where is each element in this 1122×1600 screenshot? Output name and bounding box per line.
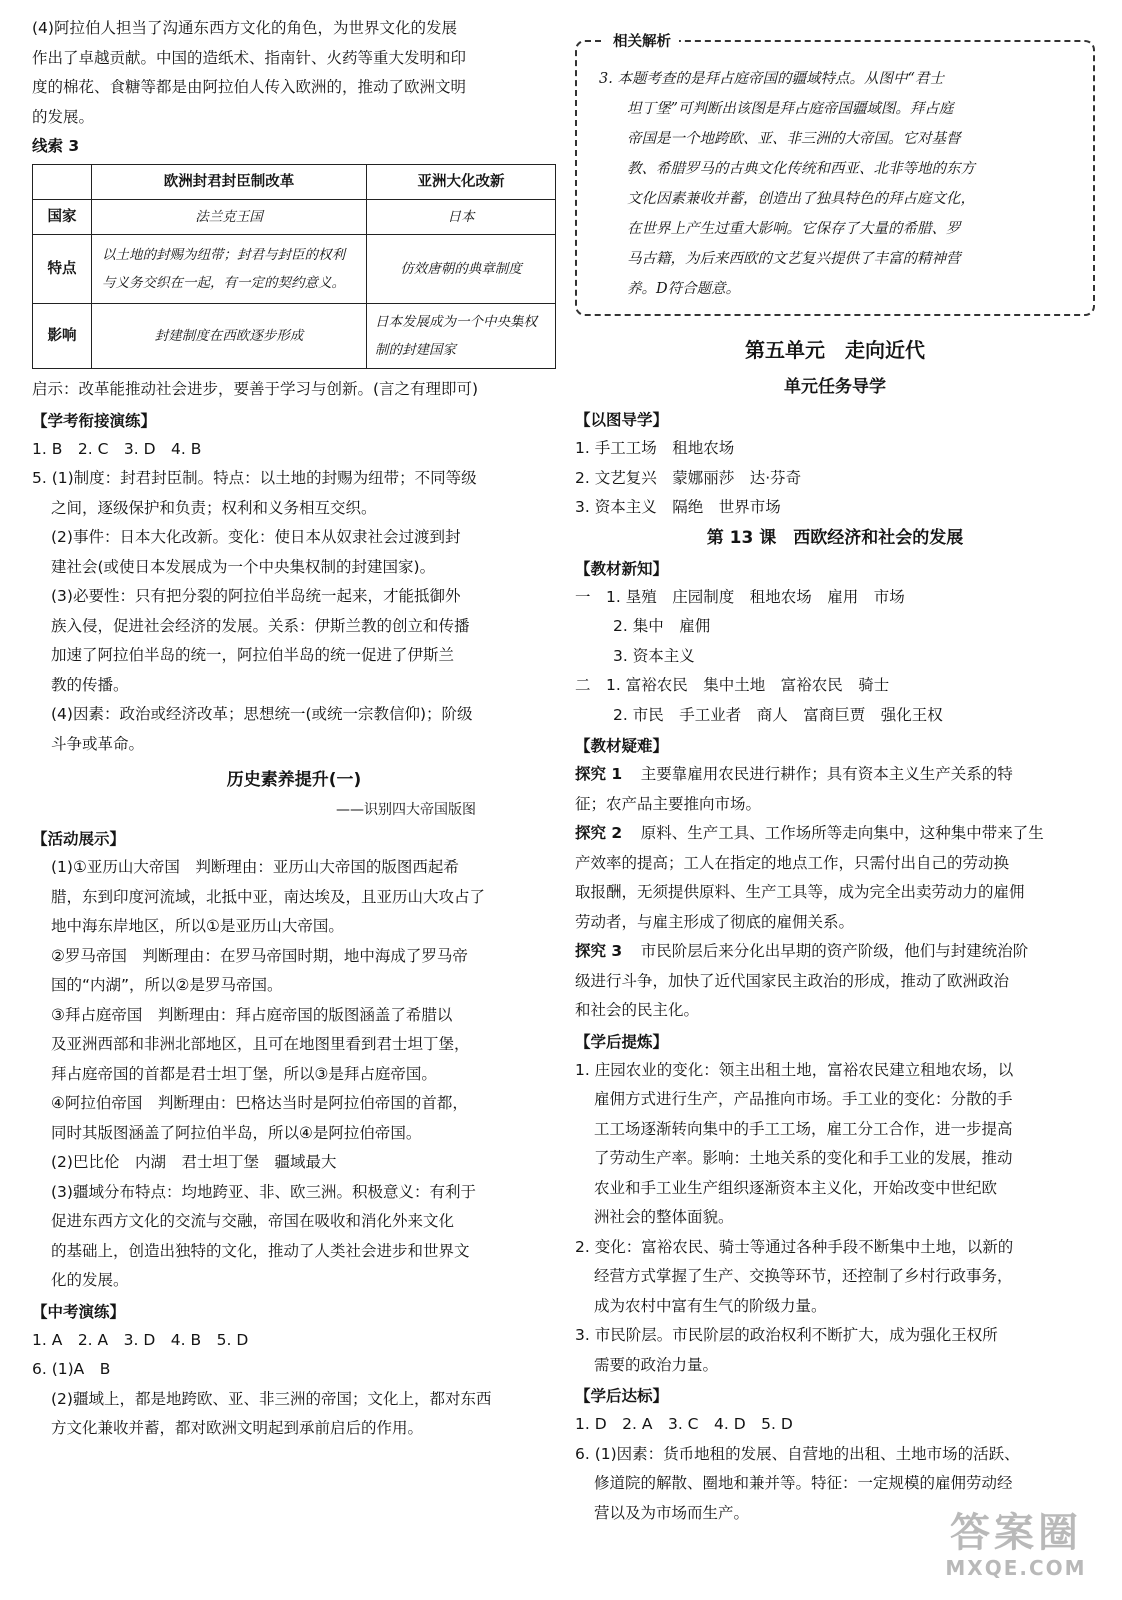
- answer-line: 2. 集中 雇佣: [613, 617, 711, 635]
- text-line: 成为农村中富有生气的阶级力量。: [594, 1296, 827, 1315]
- text-line: ④阿拉伯帝国 判断理由：巴格达当时是阿拉伯帝国的首都，: [51, 1094, 468, 1112]
- text-line: 地中海东岸地区，所以①是亚历山大帝国。: [51, 917, 344, 935]
- table-corner: [33, 165, 92, 200]
- text-line: ③拜占庭帝国 判断理由：拜占庭帝国的版图涵盖了希腊以: [51, 1005, 453, 1024]
- table-row: [33, 235, 556, 304]
- text-line: 和社会的民主化。: [575, 1001, 700, 1019]
- table-cell: 以土地的封赐为纽带；封君与封臣的权利与义务交织在一起，有一定的契约意义。: [92, 235, 367, 304]
- text-line: 取报酬，无须提供原料、生产工具等，成为完全出卖劳动力的雇佣: [575, 883, 1025, 901]
- section-header: 【以图导学】: [575, 411, 669, 429]
- text-line: 6. (1)A B: [32, 1360, 111, 1378]
- text-line: 文化因素兼收并蓄，创造出了独具特色的拜占庭文化，: [627, 191, 975, 207]
- text-line: 作出了卓越贡献。中国的造纸术、指南针、火药等重大发明和印: [32, 48, 467, 67]
- text-line: 雇佣方式进行生产，产品推向市场。手工业的变化：分散的手: [594, 1090, 1013, 1108]
- analysis-box: [575, 34, 1095, 316]
- inquiry-label: 探究 1: [575, 765, 623, 783]
- section-header: 【学后提炼】: [575, 1032, 669, 1051]
- text-line: 族入侵，促进社会经济的发展。关系：伊斯兰教的创立和传播: [51, 616, 470, 635]
- text-line: 的基础上，创造出独特的文化，推动了人类社会进步和世界文: [51, 1241, 470, 1260]
- text-line: ②罗马帝国 判断理由：在罗马帝国时期，地中海成了罗马帝: [51, 946, 468, 965]
- text-line: 征；农产品主要推向市场。: [575, 794, 762, 813]
- table-cell: 封建制度在西欧逐步形成: [92, 304, 367, 369]
- text-line: 加速了阿拉伯半岛的统一，阿拉伯半岛的统一促进了伊斯兰: [51, 646, 455, 664]
- watermark-url: MXQE.COM: [945, 1556, 1087, 1580]
- inquiry-label: 探究 2: [575, 824, 623, 842]
- text-line: 需要的政治力量。: [594, 1355, 719, 1374]
- unit-title: 第五单元 走向近代: [745, 338, 925, 362]
- text-line: 的发展。: [32, 107, 95, 126]
- text-line: 方文化兼收并蓄，都对欧洲文明起到承前启后的作用。: [51, 1419, 424, 1437]
- text-line: (2)事件：日本大化改新。变化：使日本从奴隶社会过渡到封: [51, 528, 461, 546]
- clue3-label: 线索 3: [32, 137, 80, 155]
- text-line: 腊，东到印度河流域，北抵中亚，南达埃及，且亚历山大攻占了: [51, 887, 486, 906]
- answer-line: 二 1. 富裕农民 集中土地 富裕农民 骑士: [575, 676, 890, 694]
- answer-line: 1. B 2. C 3. D 4. B: [32, 439, 202, 458]
- table-cell: 日本发展成为一个中央集权制的封建国家: [367, 304, 556, 369]
- text-line: (4)因素：政治或经济改革；思想统一(或统一宗教信仰)；阶级: [51, 705, 473, 723]
- section-header: 【中考演练】: [32, 1302, 126, 1321]
- text-line: 化的发展。: [51, 1271, 129, 1289]
- answer-line: 一 1. 垦殖 庄园制度 租地农场 雇用 市场: [575, 587, 905, 606]
- table-cell: 仿效唐朝的典章制度: [367, 235, 556, 304]
- text-line: 教的传播。: [51, 675, 129, 694]
- text-line: (1)①亚历山大帝国 判断理由：亚历山大帝国的版图西起希: [51, 858, 459, 876]
- text-line: 帝国是一个地跨欧、亚、非三洲的大帝国。它对基督: [627, 131, 961, 147]
- section-header: 【教材疑难】: [575, 737, 669, 755]
- table-header-row: [33, 165, 556, 200]
- text-line: 在世界上产生过重大影响。它保存了大量的希腊、罗: [627, 221, 961, 237]
- text-line: 营以及为市场而生产。: [594, 1503, 750, 1522]
- text-line: 之间，逐级保护和负责；权利和义务相互交织。: [51, 498, 377, 517]
- inquiry-text: 主要靠雇用农民进行耕作；具有资本主义生产关系的特: [640, 765, 1013, 783]
- answer-line: 2. 文艺复兴 蒙娜丽莎 达·芬奇: [575, 468, 802, 487]
- hint-line: 启示：改革能推动社会进步，要善于学习与创新。(言之有理即可): [32, 380, 479, 398]
- answer-line: 3. 资本主义: [613, 646, 695, 665]
- text-line: 坦丁堡”可判断出该图是拜占庭帝国疆域图。拜占庭: [627, 101, 954, 117]
- text-line: 教、希腊罗马的古典文化传统和西亚、北非等地的东方: [627, 161, 975, 177]
- text-line: 级进行斗争，加快了近代国家民主政治的形成，推动了欧洲政治: [575, 971, 1010, 990]
- text-line: 2. 变化：富裕农民、骑士等通过各种手段不断集中土地，以新的: [575, 1237, 1014, 1256]
- text-line: 斗争或革命。: [51, 734, 145, 753]
- table-cell: 法兰克王国: [92, 200, 367, 235]
- text-line: 国的“内湖”，所以②是罗马帝国。: [51, 976, 283, 994]
- text-line: [575, 937, 1095, 967]
- text-line: 及亚洲西部和非洲北部地区，且可在地图里看到君士坦丁堡，: [51, 1035, 470, 1053]
- text-line: 工工场逐渐转向集中的手工工场，雇工分工合作，进一步提高: [594, 1119, 1013, 1138]
- table-row: [33, 304, 556, 369]
- text-line: (3)必要性：只有把分裂的阿拉伯半岛统一起来，才能抵御外: [51, 587, 461, 605]
- lesson-title: 第 13 课 西欧经济和社会的发展: [706, 527, 964, 548]
- text-line: 劳动者，与雇主形成了彻底的雇佣关系。: [575, 912, 855, 931]
- text-line: 经营方式掌握了生产、交换等环节，还控制了乡村行政事务，: [594, 1267, 1013, 1285]
- text-line: 了劳动生产率。影响：土地关系的变化和手工业的发展，推动: [594, 1149, 1013, 1167]
- text-line: 修道院的解散、圈地和兼并等。特征：一定规模的雇佣劳动经: [594, 1474, 1013, 1492]
- answer-line: 1. A 2. A 3. D 4. B 5. D: [32, 1330, 249, 1349]
- answer-line: 3. 资本主义 隔绝 世界市场: [575, 498, 781, 516]
- table-row: [33, 200, 556, 235]
- text-line: 促进东西方文化的交流与交融，帝国在吸收和消化外来文化: [51, 1212, 455, 1230]
- right-column: [575, 34, 1095, 1528]
- watermark-text: 答案圈: [950, 1510, 1082, 1556]
- text-line: [575, 819, 1095, 849]
- comparison-table: [32, 164, 556, 369]
- section-header: 【学后达标】: [575, 1387, 669, 1405]
- inquiry-text: 原料、生产工具、工作场所等走向集中，这种集中带来了生: [640, 824, 1044, 842]
- text-line: 马古籍，为后来西欧的文艺复兴提供了丰富的精神营: [627, 251, 961, 267]
- text-line: (3)疆域分布特点：均地跨亚、非、欧三洲。积极意义：有利于: [51, 1182, 476, 1201]
- text-line: 建社会(或使日本发展成为一个中央集权制的封建国家)。: [51, 557, 436, 576]
- table-row-label: 特点: [33, 235, 92, 304]
- text-line: 6. (1)因素：货币地租的发展、自营地的出租、土地市场的活跃、: [575, 1444, 1020, 1463]
- table-col-header: 亚洲大化改新: [367, 165, 556, 200]
- text-line: 产效率的提高；工人在指定的地点工作，只需付出自己的劳动换: [575, 853, 1010, 872]
- text-line: 农业和手工业生产组织逐渐资本主义化，开始改变中世纪欧: [594, 1178, 998, 1197]
- section-title: 历史素养提升(一): [226, 770, 362, 790]
- text-line: [575, 760, 1095, 790]
- inquiry-label: 探究 3: [575, 942, 623, 960]
- answer-line: 1. D 2. A 3. C 4. D 5. D: [575, 1415, 793, 1433]
- text-line: 洲社会的整体面貌。: [594, 1208, 734, 1226]
- text-line: 5. (1)制度：封君封臣制。特点：以土地的封赐为纽带；不同等级: [32, 469, 477, 487]
- section-header: 【活动展示】: [32, 830, 126, 848]
- text-line: (2)疆域上，都是地跨欧、亚、非三洲的帝国；文化上，都对东西: [51, 1389, 492, 1408]
- text-line: 度的棉花、食糖等都是由阿拉伯人传入欧洲的，推动了欧洲文明: [32, 78, 467, 96]
- section-header: 【学考衔接演练】: [32, 411, 157, 430]
- text-line: 养。D符合题意。: [627, 281, 741, 297]
- answer-line: 2. 市民 手工业者 商人 富商巨贾 强化王权: [613, 705, 943, 724]
- unit-subtitle: 单元任务导学: [784, 377, 886, 397]
- text-line: 同时其版图涵盖了阿拉伯半岛，所以④是阿拉伯帝国。: [51, 1123, 422, 1142]
- table-col-header: 欧洲封君封臣制改革: [92, 165, 367, 200]
- section-header: 【教材新知】: [575, 559, 669, 578]
- text-line: 拜占庭帝国的首都是君士坦丁堡，所以③是拜占庭帝国。: [51, 1064, 437, 1083]
- section-subtitle: ——识别四大帝国版图: [336, 802, 476, 818]
- text-line: 3. 市民阶层。市民阶层的政治权利不断扩大，成为强化王权所: [575, 1326, 998, 1344]
- text-line: (4)阿拉伯人担当了沟通东西方文化的角色，为世界文化的发展: [32, 19, 457, 37]
- watermark-logo: [926, 1510, 1106, 1590]
- table-row-label: 国家: [33, 200, 92, 235]
- inquiry-text: 市民阶层后来分化出早期的资产阶级，他们与封建统治阶: [640, 942, 1029, 960]
- table-cell: 日本: [367, 200, 556, 235]
- analysis-box-title: 相关解析: [605, 30, 679, 51]
- table-row-label: 影响: [33, 304, 92, 369]
- answer-line: 1. 手工工场 租地农场: [575, 439, 735, 457]
- text-line: 1. 庄园农业的变化：领主出租土地，富裕农民建立租地农场，以: [575, 1060, 1014, 1079]
- text-line: 3. 本题考查的是拜占庭帝国的疆域特点。从图中“君士: [599, 71, 944, 87]
- text-line: (2)巴比伦 内湖 君士坦丁堡 疆域最大: [51, 1153, 337, 1171]
- left-column: [32, 14, 556, 1444]
